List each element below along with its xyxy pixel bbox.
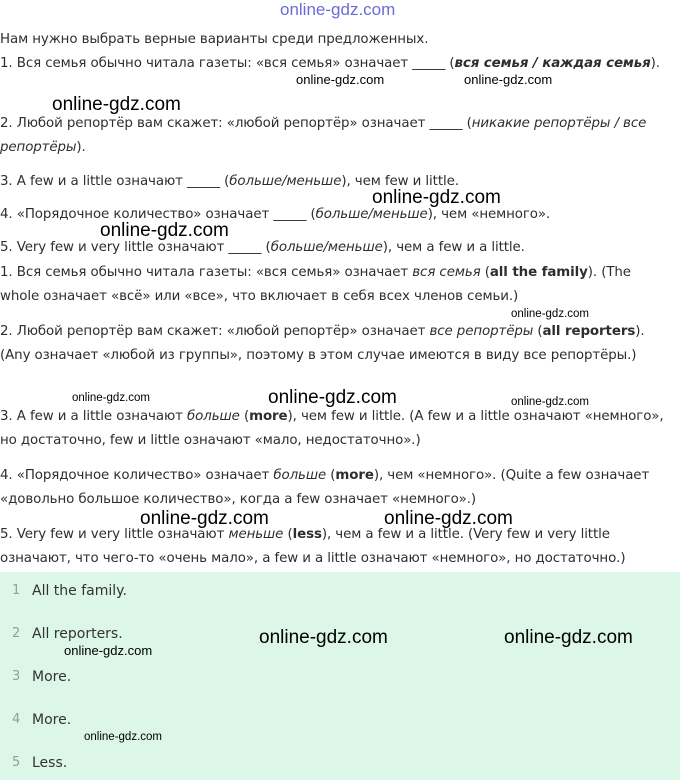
watermark: online-gdz.com (511, 308, 589, 320)
watermark: online-gdz.com (372, 187, 501, 208)
watermark: online-gdz.com (259, 627, 388, 648)
watermark: online-gdz.com (52, 94, 181, 115)
watermark: online-gdz.com (84, 731, 162, 743)
question-2: 2. Любой репортёр вам скажет: «любой репортёр» означает _____ (никакие репортёры / все репортёры). (0, 116, 647, 155)
header-watermark: online-gdz.com (280, 0, 396, 19)
answer-item: 1 All the family. (12, 583, 127, 599)
watermark: online-gdz.com (504, 627, 633, 648)
explanation-4: 4. «Порядочное количество» означает больше (more), чем «немного». (Quite a few означает «довольно большое количество», когда a few означает «немного».) (0, 468, 650, 507)
question-3: 3. A few и a little означают _____ (больше/меньше), чем few и little. (0, 174, 459, 189)
question-5: 5. Very few и very little означают _____ (больше/меньше), чем a few и a little. (0, 240, 525, 255)
explanation-2: 2. Любой репортёр вам скажет: «любой репортёр» означает все репортёры (all reporters). (Any означает «любой из группы», поэтому в этом случае имеются в виду все репортёры.) (0, 324, 645, 363)
intro-text: Нам нужно выбрать верные варианты среди предложенных. (0, 32, 429, 47)
explanation-5: 5. Very few и very little означают меньше (less), чем a few и a little. (Very few и very little означают, что чего-то «очень мало», а few и a little означают «немного», но достаточно.) (0, 527, 626, 566)
question-1: 1. Вся семья обычно читала газеты: «вся семья» означает _____ (вся семья / каждая семья). (0, 56, 660, 71)
question-4: 4. «Порядочное количество» означает _____ (больше/меньше), чем «немного». (0, 207, 551, 222)
watermark: online-gdz.com (384, 508, 513, 529)
answer-item: 4 More. (12, 712, 72, 728)
watermark: online-gdz.com (100, 220, 229, 241)
explanation-3: 3. A few и a little означают больше (more), чем few и little. (A few и a little означают «немного», но достаточно, few и little означают «мало, недостаточно».) (0, 409, 664, 448)
answers-panel (0, 572, 680, 780)
watermark: online-gdz.com (140, 508, 269, 529)
explanation-1: 1. Вся семья обычно читала газеты: «вся семья» означает вся семья (all the family). (The whole означает «всё» или «все», что включает в себя всех членов семьи.) (0, 265, 631, 304)
answer-item: 3 More. (12, 669, 72, 685)
watermark: online-gdz.com (464, 72, 553, 87)
answer-item: 2 All reporters. (12, 626, 123, 642)
watermark: online-gdz.com (72, 392, 150, 404)
watermark: online-gdz.com (268, 387, 397, 408)
watermark: online-gdz.com (64, 643, 153, 658)
watermark: online-gdz.com (296, 72, 385, 87)
answer-item: 5 Less. (12, 755, 68, 771)
watermark: online-gdz.com (511, 396, 589, 408)
